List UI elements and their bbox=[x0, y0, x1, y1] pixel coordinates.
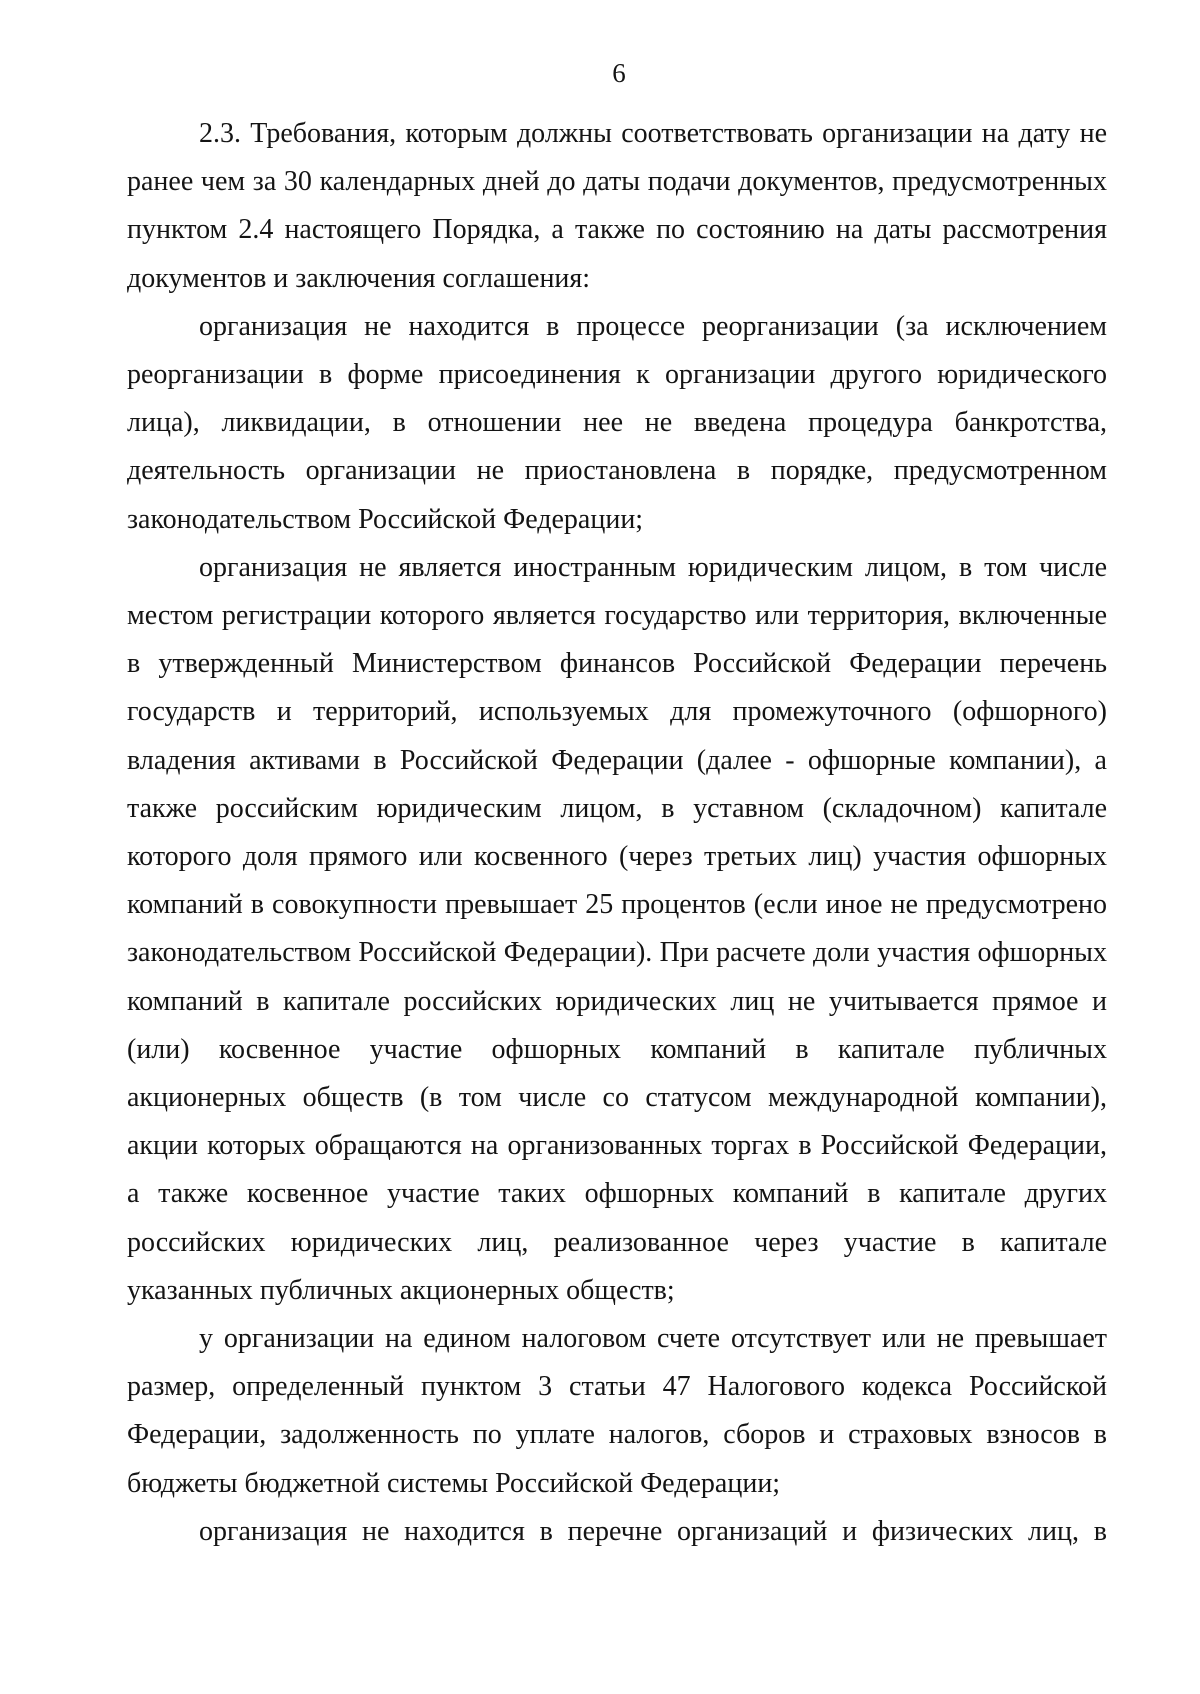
paragraph-not-foreign-entity: организация не является иностранным юридическим лицом, в том числе местом регистрации которого является государство или территория, включенные в утвержденный Министерством финансов Российской Федерации перечень государств и территорий, используемых для промежуточного (офшорного) владения активами в Российской Федерации (далее - офшорные компании), а также российским юридическим лицом, в уставном (складочном) капитале которого доля прямого или косвенного (через третьих лиц) участия офшорных компаний в совокупности превышает 25 процентов (если иное не предусмотрено законодательством Российской Федерации). При расчете доли участия офшорных компаний в капитале российских юридических лиц не учитывается прямое и (или) косвенное участие офшорных компаний в капитале публичных акционерных обществ (в том числе со статусом международной компании), акции которых обращаются на организованных торгах в Российской Федерации, а также косвенное участие таких офшорных компаний в капитале других российских юридических лиц, реализованное через участие в капитале указанных публичных акционерных обществ; bbox=[127, 551, 1107, 1306]
paragraph-tax-debt: у организации на едином налоговом счете отсутствует или не превышает размер, определенный пунктом 3 статьи 47 Налогового кодекса Российской Федерации, задолженность по уплате налогов, сборов и страховых взносов в бюджеты бюджетной системы Российской Федерации; bbox=[127, 1323, 1107, 1499]
paragraph-sanctions-list: организация не находится в перечне организаций и физических лиц, в bbox=[199, 1515, 1107, 1547]
paragraph-no-reorganization: организация не находится в процессе реорганизации (за исключением реорганизации в форме присоединения к организации другого юридического лица), ликвидации, в отношении нее не введена процедура банкротства, деятельность организации не приостановлена в порядке, предусмотренном законодательством Российской Федерации; bbox=[127, 310, 1107, 535]
paragraph-2-3-requirements: 2.3. Требования, которым должны соответствовать организации на дату не ранее чем за 30 календарных дней до даты подачи документов, предусмотренных пунктом 2.4 настоящего Порядка, а также по состоянию на даты рассмотрения документов и заключения соглашения: bbox=[127, 118, 1107, 294]
page-number: 6 bbox=[612, 58, 626, 88]
document-body bbox=[127, 110, 1107, 1556]
